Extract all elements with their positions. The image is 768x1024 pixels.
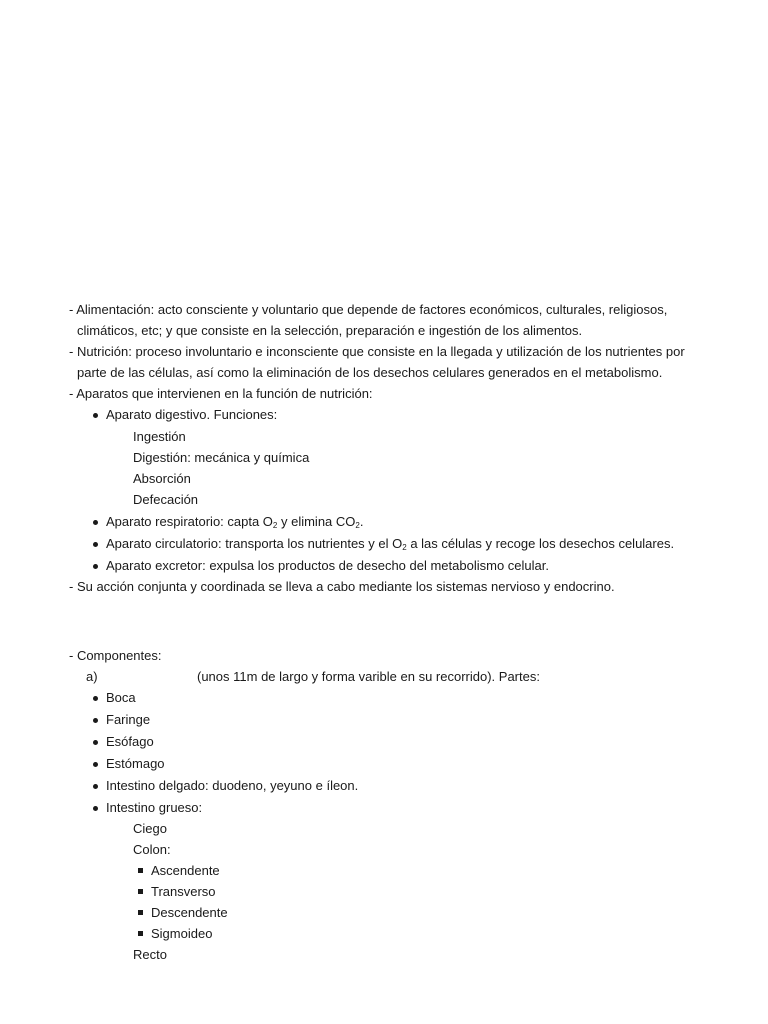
funcion-item: Digestión: mecánica y química [133,450,310,465]
grueso-recto: Recto [133,947,167,962]
nutricion-line-2: parte de las células, así como la eliminación de los desechos celulares generados en el metabolismo. [77,365,663,380]
parte-item: Estómago [106,756,165,771]
aparato-digestivo: Aparato digestivo. Funciones: [106,407,278,422]
nutricion-line-1: - Nutrición: proceso involuntario e inconsciente que consiste en la llegada y utilización de los nutrientes por [69,344,685,359]
grueso-ciego: Ciego [133,821,167,836]
parte-item: Intestino grueso: [106,800,203,815]
item-a-marker: a) [86,669,98,684]
item-a-text: (unos 11m de largo y forma varible en su recorrido). Partes: [197,669,540,684]
square-bullet-icon [138,889,143,894]
bullet-icon [93,564,98,569]
square-bullet-icon [138,931,143,936]
parte-item: Faringe [106,712,151,727]
square-bullet-icon [138,910,143,915]
aparato-respiratorio: Aparato respiratorio: capta $O_2$ y elimina $CO_2$. [106,514,364,530]
grueso-colon: Colon: [133,842,171,857]
square-bullet-icon [138,868,143,873]
parte-item: Boca [106,690,136,705]
bullet-icon [93,520,98,525]
funcion-item: Ingestión [133,429,186,444]
bullet-icon [93,718,98,723]
componentes-heading: - Componentes: [69,648,162,663]
funcion-item: Absorción [133,471,191,486]
funcion-item: Defecación [133,492,199,507]
parte-item: Esófago [106,734,154,749]
colon-parte: Sigmoideo [151,926,213,941]
bullet-icon [93,806,98,811]
bullet-icon [93,740,98,745]
colon-parte: Descendente [151,905,228,920]
bullet-icon [93,413,98,418]
accion-conjunta: - Su acción conjunta y coordinada se lleva a cabo mediante los sistemas nervioso y endocrino. [69,579,615,594]
alimentacion-line-1: - Alimentación: acto consciente y voluntario que depende de factores económicos, culturales, religiosos, [69,302,668,317]
bullet-icon [93,784,98,789]
bullet-icon [93,696,98,701]
aparato-excretor: Aparato excretor: expulsa los productos de desecho del metabolismo celular. [106,558,549,573]
alimentacion-line-2: climáticos, etc; y que consiste en la selección, preparación e ingestión de los alimentos. [77,323,583,338]
parte-item: Intestino delgado: duodeno, yeyuno e íleon. [106,778,359,793]
aparatos-intro: - Aparatos que intervienen en la función de nutrición: [69,386,373,401]
bullet-icon [93,542,98,547]
colon-parte: Ascendente [151,863,220,878]
aparato-circulatorio: Aparato circulatorio: transporta los nutrientes y el $O_2$ a las células y recoge los desechos celulares. [106,536,675,552]
colon-parte: Transverso [151,884,216,899]
bullet-icon [93,762,98,767]
